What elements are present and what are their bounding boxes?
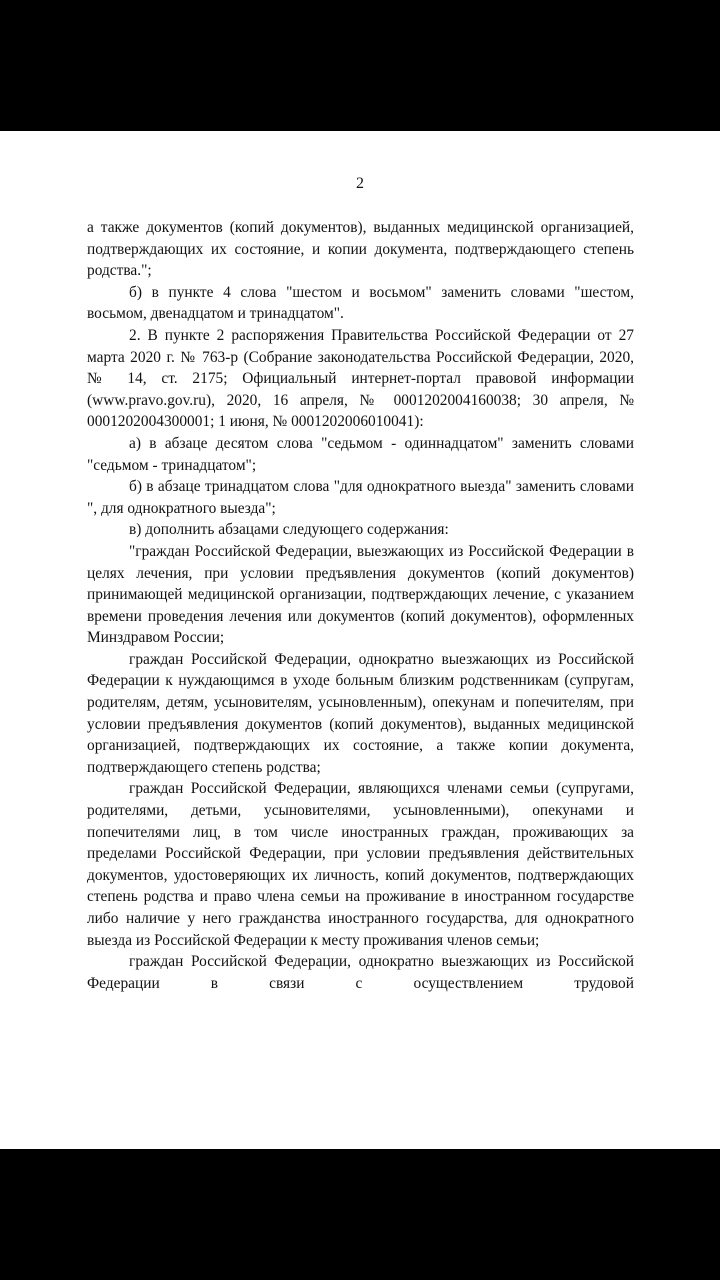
paragraph-item-a: а) в абзаце десятом слова "седьмом - одиннадцатом" заменить словами "седьмом - тринадцатом"; xyxy=(87,434,634,474)
paragraph-family-members: граждан Российской Федерации, являющихся членами семьи (супругами, родителями, детьми, усыновителями, усыновленными), опекунами и попечителями лиц, в том числе иностранных граждан, проживающих за пределами Российской Федерации, при условии предъявления действительных документов, удостоверяющих их личность, копий документов, подтверждающих степень родства и право члена семьи на проживание в иностранном государстве либо наличие у него гражданства иностранного государства, для однократного выезда из Российской Федерации к месту проживания членов семьи; xyxy=(87,780,634,949)
paragraph-treatment: "граждан Российской Федерации, выезжающих из Российской Федерации в целях лечения, при условии предъявления документов (копий документов) принимающей медицинской организации, подтверждающих лечение, с указанием времени проведения лечения или документов (копий документов), оформленных Минздравом России; xyxy=(87,542,634,647)
paragraph-section-2: 2. В пункте 2 распоряжения Правительства Российской Федерации от 27 марта 2020 г. № 763-р (Собрание законодательства Российской Федерации, 2020, № 14, ст. 2175; Официальный интернет-портал правовой информации (www.pravo.gov.ru), 2020, 16 апреля, № 0001202004160038; 30 апреля, № 0001202004300001; 1 июня, № 0001202006010041): xyxy=(87,326,634,431)
page-number: 2 xyxy=(356,175,364,192)
top-black-bar xyxy=(0,0,720,131)
document-page xyxy=(0,131,720,1149)
paragraph-continuation: а также документов (копий документов), выданных медицинской организацией, подтверждающих их состояние, и копии документа, подтверждающего степень родства."; xyxy=(87,219,634,280)
paragraph-item-v: в) дополнить абзацами следующего содержания: xyxy=(129,521,449,539)
bottom-black-bar xyxy=(0,1149,720,1280)
paragraph-item-b-point4: б) в пункте 4 слова "шестом и восьмом" заменить словами "шестом, восьмом, двенадцатом и тринадцатом". xyxy=(87,283,634,323)
paragraph-labor-activity: граждан Российской Федерации, однократно выезжающих из Российской Федерации в связи с осуществлением трудовой xyxy=(87,953,634,992)
paragraph-item-b: б) в абзаце тринадцатом слова "для однократного выезда" заменить словами ", для однократного выезда"; xyxy=(87,478,634,517)
document-body xyxy=(87,217,634,994)
paragraph-care-relatives: граждан Российской Федерации, однократно выезжающих из Российской Федерации к нуждающимся в уходе больным близким родственникам (супругам, родителям, детям, усыновителям, усыновленным), опекунам и попечителям, при условии предъявления документов (копий документов), выданных медицинской организацией, подтверждающих их состояние, а также копии документа, подтверждающего степень родства; xyxy=(87,650,634,776)
